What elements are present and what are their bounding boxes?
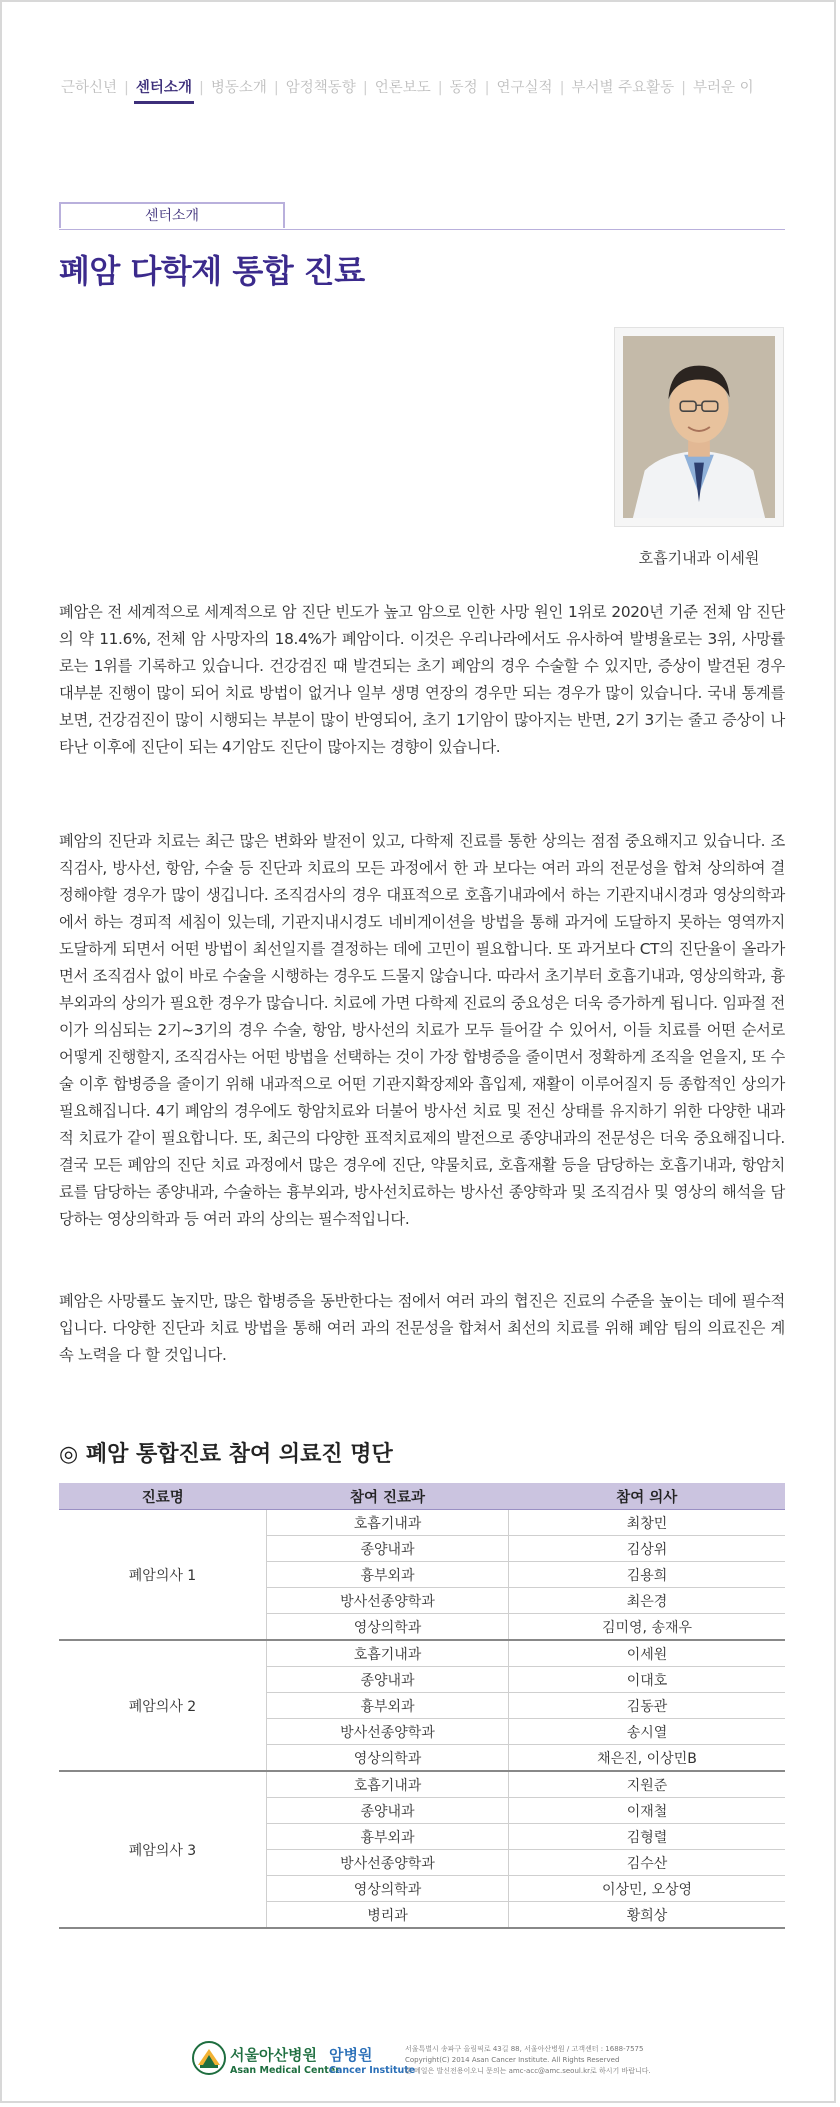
nav-item[interactable]: 암정책동향	[285, 80, 356, 96]
clinic-group-name: 폐암의사 2	[59, 1640, 267, 1771]
asan-logo-icon	[192, 2041, 226, 2075]
clinic-group-name: 폐암의사 3	[59, 1771, 267, 1928]
header-clinic-name: 진료명	[59, 1483, 267, 1510]
nav-item[interactable]: 병동소개	[210, 80, 267, 96]
title-divider	[59, 229, 785, 230]
footer-info	[405, 2044, 695, 2077]
institute-name-en: Cancer Institute	[329, 2065, 416, 2076]
department-cell: 영상의학과	[267, 1745, 509, 1772]
doctor-cell: 황희상	[509, 1902, 786, 1929]
department-cell: 방사선종양학과	[267, 1850, 509, 1876]
department-cell: 종양내과	[267, 1536, 509, 1562]
doctor-cell: 이대호	[509, 1667, 786, 1693]
nav-separator: |	[681, 80, 687, 96]
doctor-cell: 송시열	[509, 1719, 786, 1745]
medical-staff-table	[59, 1483, 785, 1929]
doctor-cell: 김상위	[509, 1536, 786, 1562]
nav-item[interactable]: 근하신년	[61, 80, 118, 96]
table-row	[59, 1640, 785, 1667]
doctor-cell: 김형렬	[509, 1824, 786, 1850]
department-cell: 방사선종양학과	[267, 1588, 509, 1614]
department-cell: 호흡기내과	[267, 1640, 509, 1667]
section-tag: 센터소개	[59, 202, 285, 228]
department-cell: 병리과	[267, 1902, 509, 1929]
doctor-photo	[623, 336, 775, 518]
department-cell: 흉부외과	[267, 1693, 509, 1719]
doctor-caption: 호흡기내과 이세원	[638, 549, 760, 567]
nav-item[interactable]: 언론보도	[374, 80, 431, 96]
doctor-cell: 김수산	[509, 1850, 786, 1876]
doctor-photo-frame	[614, 327, 784, 527]
footer	[2, 2036, 838, 2092]
doctor-cell: 최창민	[509, 1510, 786, 1536]
doctor-cell: 지원준	[509, 1771, 786, 1798]
nav-item[interactable]: 센터소개	[134, 76, 194, 104]
table-row	[59, 1510, 785, 1536]
brand-name-ko: 서울아산병원	[230, 2046, 317, 2064]
nav-separator: |	[124, 80, 129, 96]
header-department: 참여 진료과	[267, 1483, 509, 1510]
nav-separator: |	[559, 80, 565, 96]
doctor-cell: 이세원	[509, 1640, 786, 1667]
department-cell: 종양내과	[267, 1667, 509, 1693]
page-title: 폐암 다학제 통합 진료	[59, 252, 365, 290]
doctor-cell: 김용희	[509, 1562, 786, 1588]
nav-item[interactable]: 동정	[449, 80, 478, 96]
doctor-cell: 채은진, 이상민B	[509, 1745, 786, 1772]
department-cell: 영상의학과	[267, 1876, 509, 1902]
footer-copyright: Copyright(C) 2014 Asan Cancer Institute. All Rights Reserved	[405, 2056, 620, 2064]
doctor-portrait-image	[623, 336, 775, 518]
department-cell: 흉부외과	[267, 1824, 509, 1850]
nav-item[interactable]: 연구실적	[496, 80, 553, 96]
header-doctor: 참여 의사	[509, 1483, 786, 1510]
doctor-cell: 김동관	[509, 1693, 786, 1719]
institute-name-ko: 암병원	[329, 2046, 373, 2064]
footer-address: 서울특별시 송파구 올림픽로 43길 88, 서울아산병원 / 고객센터 : 1688-7575	[405, 2045, 644, 2053]
brand-name-en: Asan Medical Center	[230, 2065, 340, 2076]
nav-separator: |	[362, 80, 368, 96]
nav-separator: |	[437, 80, 443, 96]
nav-item[interactable]: 부서별 주요활동	[571, 80, 675, 96]
table-header-row	[59, 1483, 785, 1510]
top-navigation	[59, 76, 799, 104]
footer-notice: 본 메일은 발신전용이오니 문의는 amc-acc@amc.seoul.kr로 하시기 바랍니다.	[405, 2067, 651, 2075]
nav-item[interactable]: 부러운 이	[693, 80, 754, 96]
department-cell: 방사선종양학과	[267, 1719, 509, 1745]
department-cell: 호흡기내과	[267, 1771, 509, 1798]
doctor-cell: 이상민, 오상영	[509, 1876, 786, 1902]
department-cell: 영상의학과	[267, 1614, 509, 1641]
department-cell: 흉부외과	[267, 1562, 509, 1588]
doctor-cell: 김미영, 송재우	[509, 1614, 786, 1641]
paragraph-closing: 폐암은 사망률도 높지만, 많은 합병증을 동반한다는 점에서 여러 과의 협진은 진료의 수준을 높이는 데에 필수적입니다. 다양한 진단과 치료 방법을 통해 여러 과의 전문성을 합쳐서 최선의 치료를 위해 폐암 팀의 의료진은 계속 노력을 다 할 것입니다.	[59, 1292, 785, 1364]
nav-separator: |	[273, 80, 279, 96]
doctor-cell: 이재철	[509, 1798, 786, 1824]
nav-separator: |	[484, 80, 490, 96]
doctor-cell: 최은경	[509, 1588, 786, 1614]
clinic-group-name: 폐암의사 1	[59, 1510, 267, 1641]
paragraph-multidisciplinary: 폐암의 진단과 치료는 최근 많은 변화와 발전이 있고, 다학제 진료를 통한 상의는 점점 중요해지고 있습니다. 조직검사, 방사선, 항암, 수술 등 진단과 치료의 모든 과정에서 한 과 보다는 여러 과의 전문성을 합쳐 상의하여 결정해야할 경우가 많이 생깁니다. 조직검사의 경우 대표적으로 호흡기내과에서 하는 기관지내시경과 영상의학과에서 하는 경피적 세침이 있는데, 기관지내시경도 네비게이션을 방법을 통해 과거에 도달하지 못하는 영역까지 도달하게 되면서 어떤 방법이 최선일지를 결정하는 데에 고민이 필요합니다. 또 과거보다 CT의 진단율이 올라가면서 조직검사 없이 바로 수술을 시행하는 경우도 드물지 않습니다. 따라서 초기부터 호흡기내과, 영상의학과, 흉부외과의 상의가 필요한 경우가 많습니다. 치료에 가면 다학제 진료의 중요성은 더욱 증가하게 됩니다. 임파절 전이가 의심되는 2기~3기의 경우 수술, 항암, 방사선의 치료가 모두 들어갈 수 있어서, 이들 치료를 어떤 순서로 어떻게 진행할지, 조직검사는 어떤 방법을 선택하는 것이 가장 합병증을 줄이면서 정확하게 조직을 얻을지, 또 수술 이후 합병증을 줄이기 위해 내과적으로 어떤 기관지확장제와 흡입제, 재활이 이루어질지 등 종합적인 상의가 필요해집니다. 4기 폐암의 경우에도 항암치료와 더불어 방사선 치료 및 전신 상태를 유지하기 위한 다양한 내과적 치료가 같이 필요합니다. 또, 최근의 다양한 표적치료제의 발전으로 종양내과의 전문성은 더욱 중요해집니다. 결국 모든 폐암의 진단 치료 과정에서 많은 경우에 진단, 약물치료, 호흡재활 등을 담당하는 호흡기내과, 항암치료를 담당하는 종양내과, 수술하는 흉부외과, 방사선치료하는 방사선 종양학과 및 조직검사 및 영상의 해석을 담당하는 영상의학과 등 여러 과의 상의는 필수적입니다.	[59, 832, 785, 1228]
nav-separator: |	[198, 80, 204, 96]
paragraph-intro: 폐암은 전 세계적으로 세계적으로 암 진단 빈도가 높고 암으로 인한 사망 원인 1위로 2020년 기준 전체 암 진단의 약 11.6%, 전체 암 사망자의 18.4%가 폐암이다. 이것은 우리나라에서도 유사하여 발병율로는 3위, 사망률로는 1위를 기록하고 있습니다. 건강검진 때 발견되는 초기 폐암의 경우 수술할 수 있지만, 증상이 발견된 경우 대부분 진행이 많이 되어 치료 방법이 없거나 일부 생명 연장의 경우만 되는 경우가 많이 있습니다. 국내 통계를 보면, 건강검진이 많이 시행되는 부분이 많이 반영되어, 초기 1기암이 많아지는 반면, 2기 3기는 줄고 증상이 나타난 이후에 진단이 되는 4기암도 진단이 많아지는 경향이 있습니다.	[59, 603, 785, 756]
department-cell: 호흡기내과	[267, 1510, 509, 1536]
department-cell: 종양내과	[267, 1798, 509, 1824]
roster-heading: ◎ 폐암 통합진료 참여 의료진 명단	[59, 1442, 393, 1467]
table-row	[59, 1771, 785, 1798]
